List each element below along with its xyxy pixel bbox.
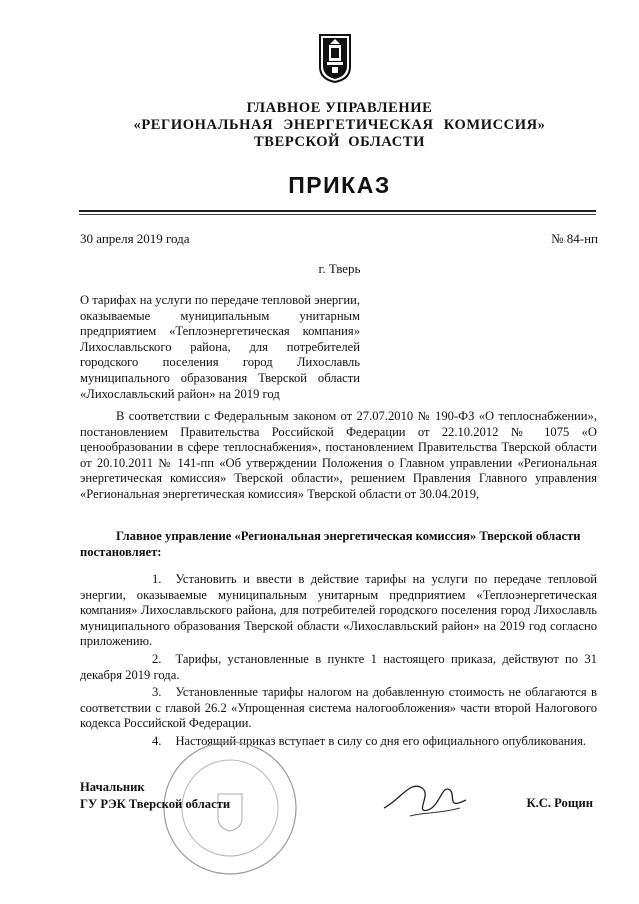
decree-item-4: 4. Настоящий приказ вступает в силу со дня его официального опубликования.	[152, 733, 587, 748]
org-name-line-2: «РЕГИОНАЛЬНАЯ ЭНЕРГЕТИЧЕСКАЯ КОМИССИЯ»	[133, 117, 546, 133]
header-divider-thin	[79, 214, 596, 215]
org-name-line-3: ТВЕРСКОЙ ОБЛАСТИ	[254, 134, 425, 150]
signatory-title	[80, 779, 230, 813]
decree-heading: Главное управление «Региональная энергетическая комиссия» Тверской области постановляет:	[80, 529, 581, 559]
header-divider	[79, 210, 596, 212]
document-type-title: ПРИКАЗ	[288, 172, 391, 198]
decree-item-3: 3. Установленные тарифы налогом на добавленную стоимость не облагаются в соответствии с главой 26.2 «Упрощенная система налогообложения» части второй Налогового кодекса Российской Федерации.	[80, 685, 597, 731]
handwritten-signature	[380, 770, 470, 825]
org-name-line-1: ГЛАВНОЕ УПРАВЛЕНИЕ	[246, 100, 433, 116]
signatory-organization: ГУ РЭК Тверской области	[80, 797, 231, 811]
order-city: г. Тверь	[318, 261, 361, 276]
preamble-paragraph: В соответствии с Федеральным законом от 27.07.2010 № 190-ФЗ «О теплоснабжении», постановлением Правительства Российской Федерации от 22.10.2012 № 1075 «О ценообразовании в сфере теплоснабжения», постановлением Правительства Тверской области от 20.10.2011 № 141-пп «Об утверждении Положения о Главном управлении «Региональная энергетическая комиссия» Тверской области», решением Правления Главного управления «Региональная энергетическая комиссия» Тверской области от 30.04.2019,	[80, 409, 597, 501]
signatory-position: Начальник	[80, 780, 145, 794]
signatory-name: К.С. Рощин	[526, 796, 593, 810]
decree-items-list	[80, 572, 597, 752]
order-number: № 84-нп	[551, 231, 598, 246]
order-subject: О тарифах на услуги по передаче тепловой энергии, оказываемые муниципальным унитарным предприятием «Теплоэнергетическая компания» Лихославльского района, для потребителей городского поселения город Лихославль муниципального образования Тверской области «Лихославльский район» на 2019 год	[80, 293, 360, 401]
decree-item-2: 2. Тарифы, установленные в пункте 1 настоящего приказа, действуют по 31 декабря 2019 года.	[80, 651, 597, 682]
coat-of-arms-icon	[318, 33, 352, 83]
decree-item-1: 1. Установить и ввести в действие тарифы на услуги по передаче тепловой энергии, оказываемые муниципальным унитарным предприятием «Теплоэнергетическая компания» Лихославльского района, для потребителей городского поселения город Лихославль муниципального образования Тверской области «Лихославльский район» на 2019 год согласно приложению.	[80, 572, 597, 649]
order-date: 30 апреля 2019 года	[80, 231, 190, 246]
